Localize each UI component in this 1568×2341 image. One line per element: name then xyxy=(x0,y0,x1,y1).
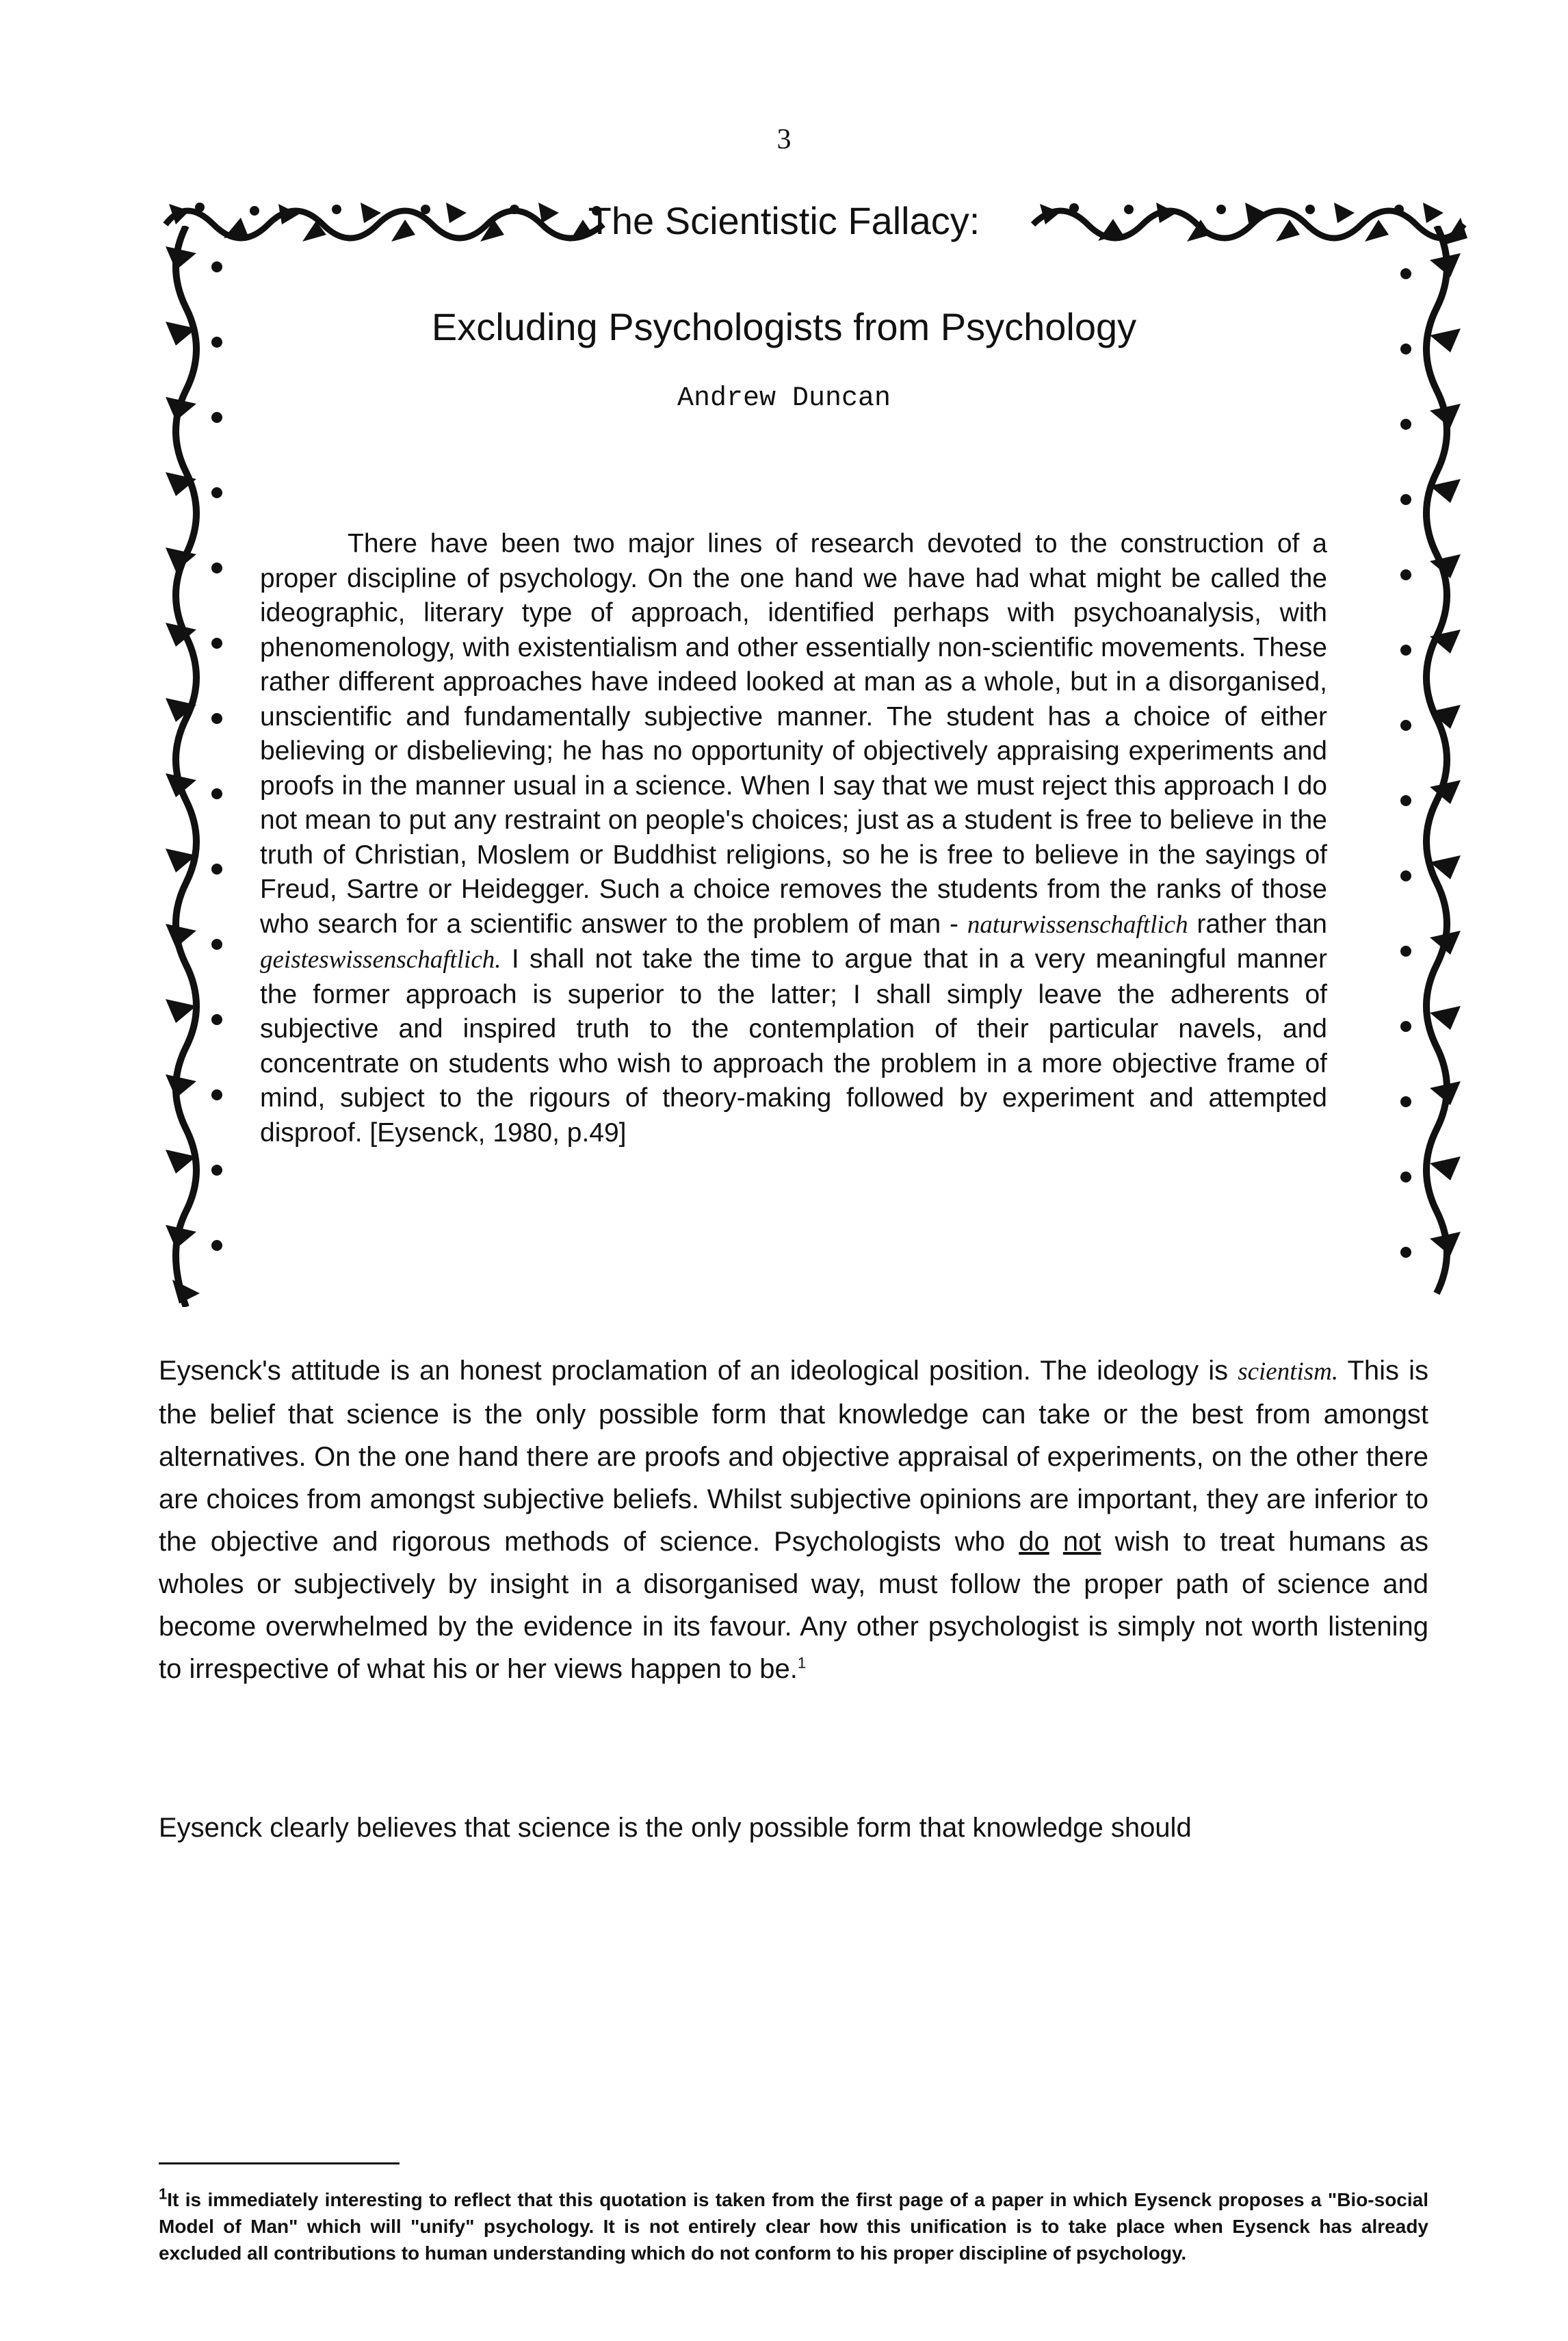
author: Andrew Duncan xyxy=(677,383,891,414)
para1-underlined-do: do xyxy=(1019,1527,1049,1557)
para1-text-c: wish to treat humans as wholes or subjectively by insight in a disorganised way, must follow the proper path of science and become overwhelmed by the evidence in its favour. Any other psychologist is simply not worth listening to irrespective of what his or her views happen to be. xyxy=(159,1527,1429,1684)
body-paragraph-2: Eysenck clearly believes that science is the only possible form that knowledge should xyxy=(159,1813,1192,1843)
footnote-marker: 1 xyxy=(159,2185,168,2203)
footnote xyxy=(159,2186,1428,2266)
footnote-reference: 1 xyxy=(797,1654,807,1672)
quote-term-geisteswissenschaftlich: geisteswissenschaftlich. xyxy=(260,946,501,974)
footnote-separator xyxy=(159,2162,400,2164)
page-number: 3 xyxy=(776,124,792,155)
para1-underlined-not: not xyxy=(1062,1527,1101,1557)
para1-text-b: This is the belief that science is the only possible form that knowledge can take or the best from amongst alternatives. On the one hand there are proofs and objective appraisal of experiments, on the other there are choices from amongst subjective beliefs. Whilst subjective opinions are important, they are inferior to the objective and rigorous methods of science. Psychologists who xyxy=(159,1356,1428,1557)
body-paragraph-1 xyxy=(159,1349,1428,1690)
title-line-1: The Scientistic Fallacy: xyxy=(588,199,980,242)
quote-text-1: There have been two major lines of research devoted to the construction of a proper discipline of psychology. On the one hand we have had what might be called the ideographic, literary type of approach, identified perhaps with psychoanalysis, with phenomenology, with existentialism and other essentially non-scientific movements. These rather different approaches have indeed looked at man as a whole, but in a disorganised, unscientific and fundamentally subjective manner. The student has a choice of either believing or disbelieving; he has no opportunity of objectively appraising experiments and proofs in the manner usual in a science. When I say that we must reject this approach I do not mean to put any restraint on people's choices; just as a student is free to believe in the truth of Christian, Moslem or Buddhist religions, so he is free to believe in the sayings of Freud, Sartre or Heidegger. Such a choice removes the students from the ranks of those who search for a scientific answer to the problem of man - xyxy=(260,529,1327,939)
quote-text-3: I shall not take the time to argue that in a very meaningful manner the former approach is superior to the latter; I shall simply leave the adherents of subjective and inspired truth to the contemplation of their particular navels, and concentrate on students who wish to approach the problem in a more objective frame of mind, subject to the rigours of theory-making followed by experiment and attempted disproof. [Eysenck, 1980, p.49] xyxy=(260,944,1327,1148)
block-quote-paragraph xyxy=(260,527,1327,1150)
para1-text-a: Eysenck's attitude is an honest proclamation of an ideological position. The ideology is xyxy=(159,1356,1229,1386)
footnote-text: It is immediately interesting to reflect that this quotation is taken from the first page of a paper in which Eysenck proposes a "Bio-social Model of Man" which will "unify" psychology. It is not entirely clear how this unification is to take place when Eysenck has already excluded all contributions to human understanding which do not conform to his proper discipline of psychology. xyxy=(159,2189,1428,2264)
quote-term-naturwissenschaftlich: naturwissenschaftlich xyxy=(967,910,1188,939)
quote-text-2: rather than xyxy=(1197,909,1327,939)
block-quote xyxy=(260,527,1327,1150)
title-line-2: Excluding Psychologists from Psychology xyxy=(431,305,1137,348)
para1-term-scientism: scientism. xyxy=(1238,1358,1339,1386)
